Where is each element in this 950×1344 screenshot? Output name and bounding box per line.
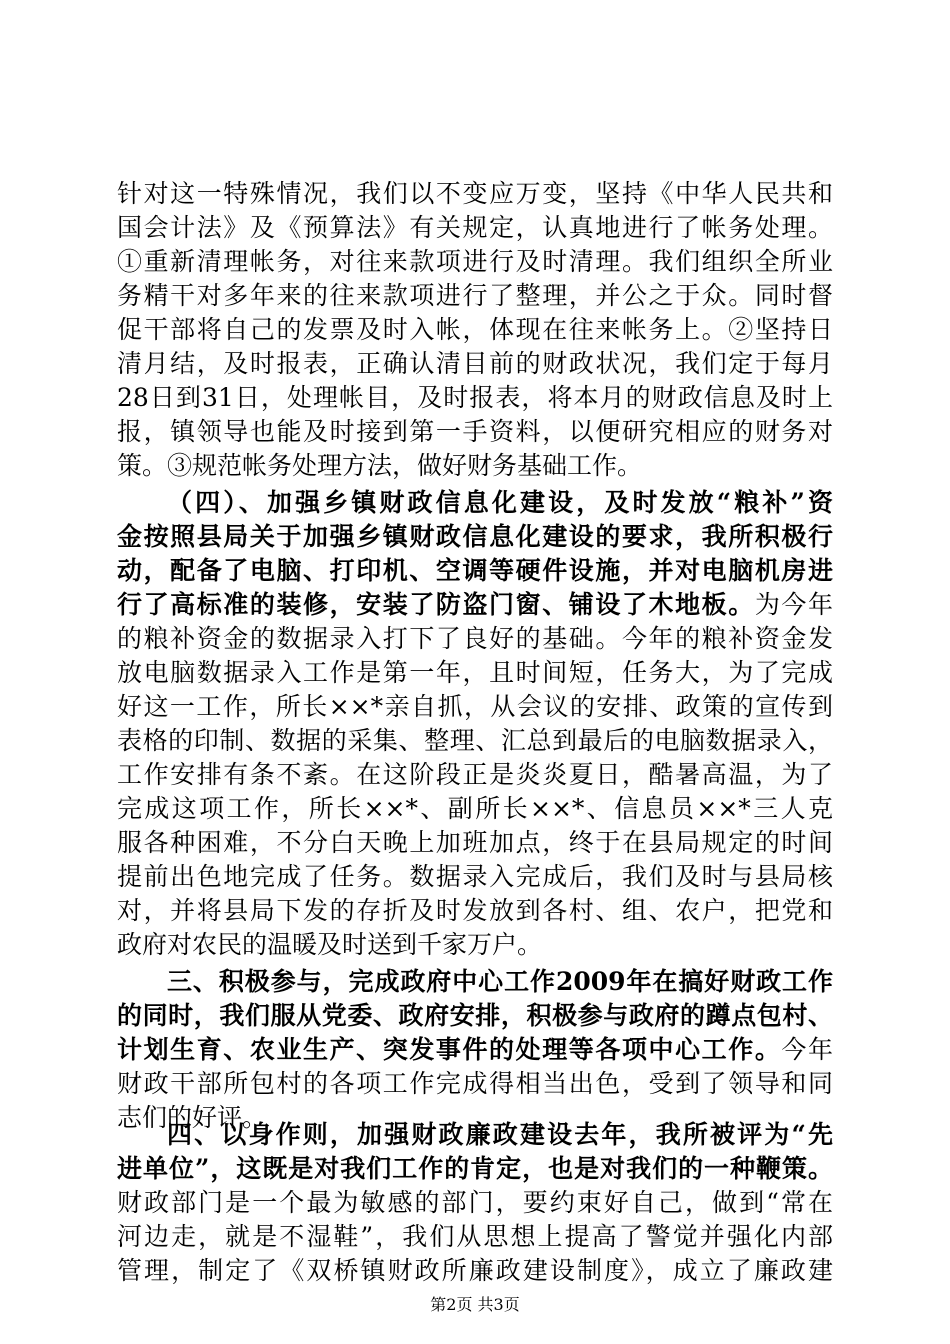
body-line-23: 政府对农民的温暖及时送到千家万户。	[117, 930, 543, 959]
body-line-9: 策。③规范帐务处理方法，做好财务基础工作。	[117, 451, 643, 480]
body-line-27: 财政干部所包村的各项工作完成得相当出色，受到了领导和同	[117, 1069, 833, 1098]
body-line-26-bold: 计划生育、农业生产、突发事件的处理等各项中心工作。	[117, 1035, 782, 1064]
body-line-1: 针对这一特殊情况，我们以不变应万变，坚持《中华人民共和	[117, 179, 833, 208]
body-line-31: 财政部门是一个最为敏感的部门，要约束好自己，做到“常在	[117, 1188, 833, 1217]
section-heading-4b: 四、以身作则，加强财政廉政建设去年，我所被评为“先	[167, 1120, 833, 1149]
body-line-17: 表格的印制、数据的采集、整理、汇总到最后的电脑数据录入，	[117, 726, 833, 755]
body-line-5: 促干部将自己的发票及时入帐，体现在往来帐务上。②坚持日	[117, 315, 833, 344]
section-heading-3: 三、积极参与，完成政府中心工作2009年在搞好财政工作	[167, 967, 833, 996]
body-line-21: 提前出色地完成了任务。数据录入完成后，我们及时与县局核	[117, 862, 833, 891]
body-line-26	[117, 1033, 833, 1067]
body-line-25: 的同时，我们服从党委、政府安排，积极参与政府的蹲点包村、	[117, 1001, 833, 1030]
body-line-8: 报，镇领导也能及时接到第一手资料，以便研究相应的财务对	[117, 417, 833, 446]
section-heading-4: （四）、加强乡镇财政信息化建设，及时发放“粮补”资	[167, 488, 833, 517]
page-footer: 第2页 共3页	[430, 1295, 520, 1314]
body-line-33: 管理，制定了《双桥镇财政所廉政建设制度》，成立了廉政建	[117, 1256, 833, 1285]
body-line-30: 进单位”，这既是对我们工作的肯定，也是对我们的一种鞭策。	[117, 1154, 833, 1183]
body-line-32: 河边走，就是不湿鞋”，我们从思想上提高了警觉并强化内部	[117, 1222, 833, 1251]
body-line-13-bold: 行了高标准的装修，安装了防盗门窗、铺设了木地板。	[117, 590, 755, 619]
body-line-16: 好这一工作，所长××*亲自抓，从会议的安排、政策的宣传到	[117, 692, 833, 721]
body-line-12: 动，配备了电脑、打印机、空调等硬件设施，并对电脑机房进	[117, 556, 833, 585]
body-line-3: ①重新清理帐务，对往来款项进行及时清理。我们组织全所业	[117, 247, 833, 276]
body-line-19: 完成这项工作，所长××*、副所长××*、信息员××*三人克	[117, 794, 833, 823]
body-line-13-rest: 为今年	[754, 590, 833, 619]
body-line-4: 务精干对多年来的往来款项进行了整理，并公之于众。同时督	[117, 281, 833, 310]
body-line-26-rest: 今年	[781, 1035, 833, 1064]
body-line-15: 放电脑数据录入工作是第一年，且时间短，任务大，为了完成	[117, 658, 833, 687]
body-line-14: 的粮补资金的数据录入打下了良好的基础。今年的粮补资金发	[117, 624, 833, 653]
body-line-11: 金按照县局关于加强乡镇财政信息化建设的要求，我所积极行	[117, 522, 833, 551]
body-line-7: 28日到31日，处理帐目，及时报表，将本月的财政信息及时上	[117, 383, 833, 412]
body-line-22: 对，并将县局下发的存折及时发放到各村、组、农户，把党和	[117, 896, 833, 925]
body-line-13	[117, 588, 833, 622]
body-line-6: 清月结，及时报表，正确认清目前的财政状况，我们定于每月	[117, 349, 833, 378]
body-line-2: 国会计法》及《预算法》有关规定，认真地进行了帐务处理。	[117, 213, 833, 242]
body-line-20: 服各种困难，不分白天晚上加班加点，终于在县局规定的时间	[117, 828, 833, 857]
body-line-18: 工作安排有条不紊。在这阶段正是炎炎夏日，酷暑高温，为了	[117, 760, 833, 789]
body-line-28: 志们的好评。	[117, 1103, 268, 1132]
